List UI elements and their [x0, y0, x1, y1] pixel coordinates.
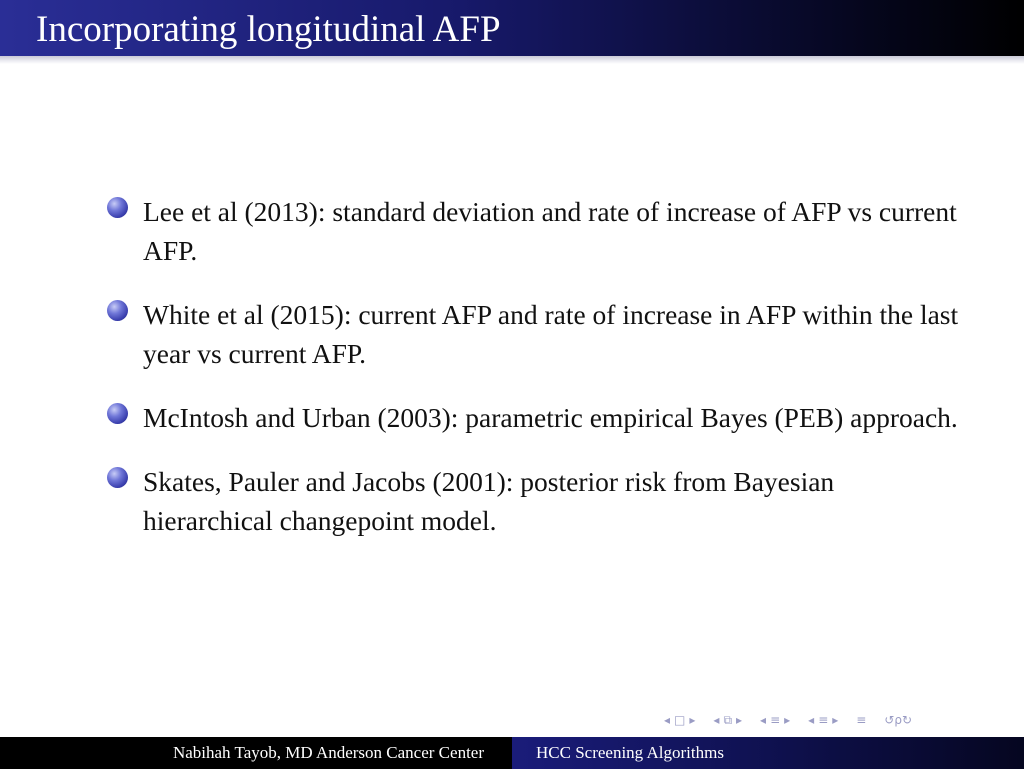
bullet-text: Lee et al (2013): standard deviation and rate of increase of AFP vs current AFP.: [143, 196, 957, 266]
bullet-ball-icon: [107, 300, 128, 321]
bullet-ball-icon: [107, 403, 128, 424]
nav-frame-icon[interactable]: □: [674, 713, 686, 727]
title-bar-shadow: [0, 56, 1024, 64]
bullet-text: McIntosh and Urban (2003): parametric empirical Bayes (PEB) approach.: [143, 402, 958, 433]
nav-align-icon[interactable]: ≡: [856, 713, 867, 727]
nav-next-subsection-icon[interactable]: ▸: [736, 713, 743, 727]
nav-next-frame-icon[interactable]: ▸: [689, 713, 696, 727]
bullet-ball-icon: [107, 467, 128, 488]
nav-search-icon[interactable]: ↺ρ↻: [884, 713, 913, 727]
footer: [0, 737, 1024, 769]
bullet-text: Skates, Pauler and Jacobs (2001): posterior risk from Bayesian hierarchical changepoint model.: [143, 466, 835, 536]
nav-prev-subsection-icon[interactable]: ◂: [713, 713, 720, 727]
nav-next-part-icon[interactable]: ▸: [832, 713, 839, 727]
bullet-list: [106, 192, 966, 565]
beamer-navigation: [664, 710, 912, 730]
bullet-item: [106, 462, 966, 540]
footer-talk-title: HCC Screening Algorithms: [512, 737, 1024, 769]
nav-next-section-icon[interactable]: ▸: [784, 713, 791, 727]
nav-prev-frame-icon[interactable]: ◂: [664, 713, 671, 727]
title-bar: [0, 0, 1024, 56]
nav-part-icon[interactable]: ≡: [818, 713, 829, 727]
nav-prev-part-icon[interactable]: ◂: [808, 713, 815, 727]
bullet-item: [106, 398, 966, 437]
nav-prev-section-icon[interactable]: ◂: [760, 713, 767, 727]
bullet-item: [106, 295, 966, 373]
nav-section-icon[interactable]: ≡: [770, 713, 781, 727]
bullet-text: White et al (2015): current AFP and rate of increase in AFP within the last year vs current AFP.: [143, 299, 959, 369]
bullet-ball-icon: [107, 197, 128, 218]
footer-author: Nabihah Tayob, MD Anderson Cancer Center: [0, 737, 512, 769]
bullet-item: [106, 192, 966, 270]
nav-subsection-icon[interactable]: ⧉: [723, 712, 733, 727]
slide-title: Incorporating longitudinal AFP: [36, 9, 501, 50]
